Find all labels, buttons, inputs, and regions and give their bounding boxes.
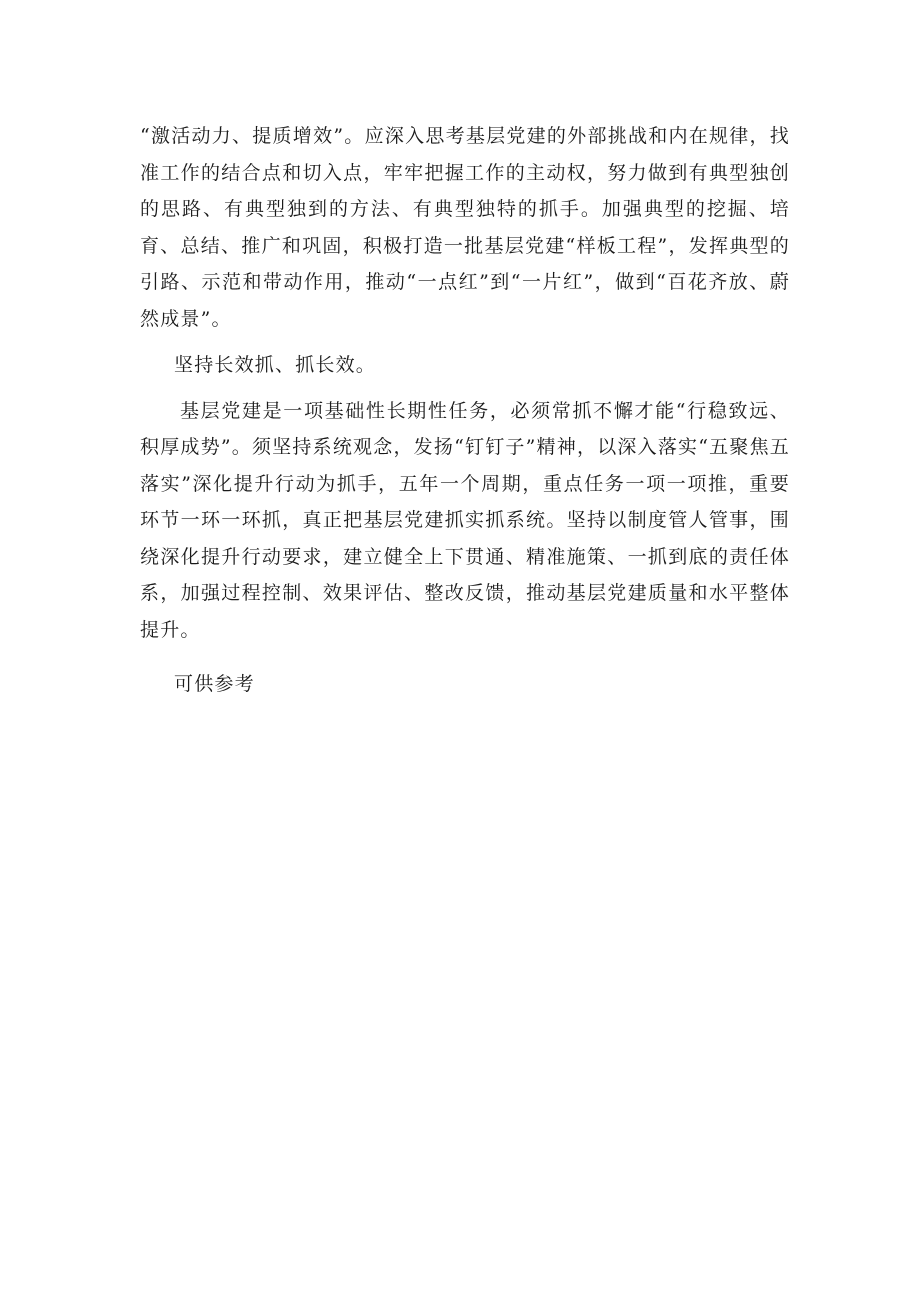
paragraph-long-term-task: 基层党建是一项基础性长期性任务，必须常抓不懈才能“行稳致远、积厚成势”。须坚持系统观念，发扬“钉钉子”精神，以深入落实“五聚焦五落实”深化提升行动为抓手，五年一个周期，重点任务一项一项推，重要环节一环一环抓，真正把基层党建抓实抓系统。坚持以制度管人管事，围绕深化提升行动要求，建立健全上下贯通、精准施策、一抓到底的责任体系，加强过程控制、效果评估、整改反馈，推动基层党建质量和水平整体提升。	[140, 399, 790, 641]
section-heading-long-term: 坚持长效抓、抓长效。	[174, 354, 377, 376]
document-body	[140, 118, 790, 703]
closing-note: 可供参考	[174, 673, 255, 695]
paragraph-continued-typical-examples: “激活动力、提质增效”。应深入思考基层党建的外部挑战和内在规律，找准工作的结合点和切入点，牢牢把握工作的主动权，努力做到有典型独创的思路、有典型独到的方法、有典型独特的抓手。加强典型的挖掘、培育、总结、推广和巩固，积极打造一批基层党建“样板工程”，发挥典型的引路、示范和带动作用，推动“一点红”到“一片红”，做到“百花齐放、蔚然成景”。	[140, 125, 790, 330]
